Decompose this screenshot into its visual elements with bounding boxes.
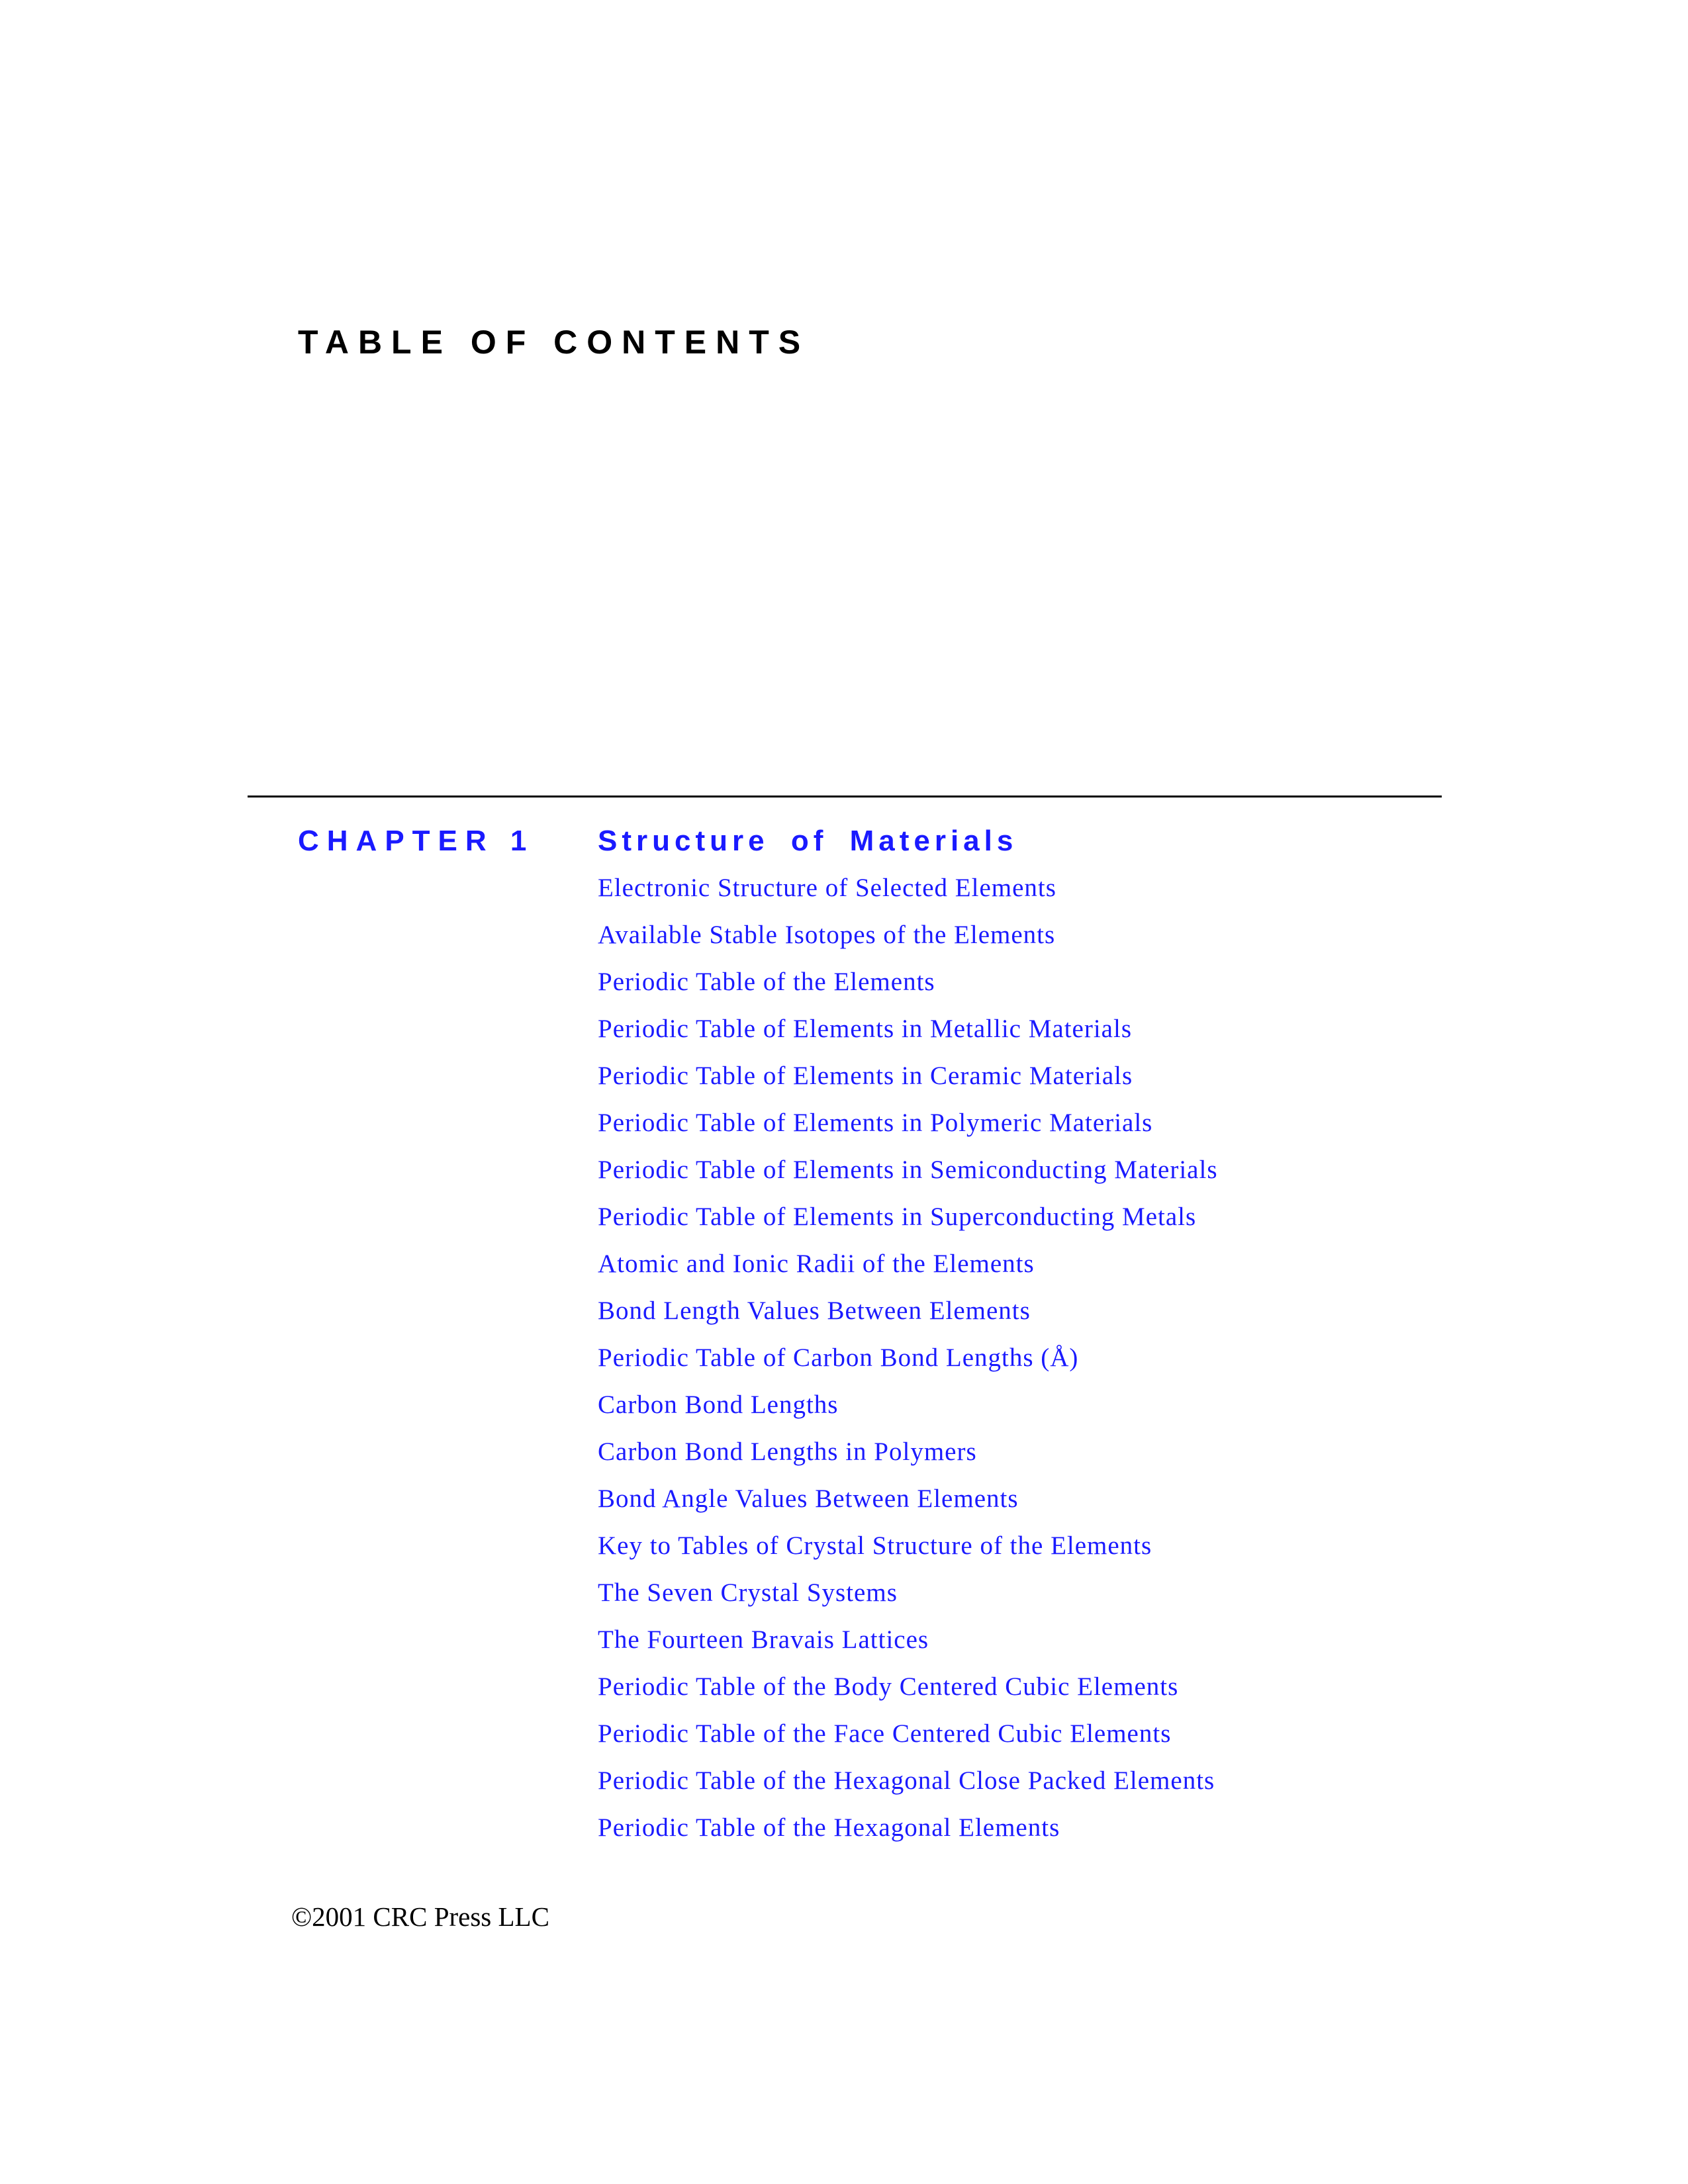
chapter-label[interactable]: CHAPTER 1	[298, 825, 535, 857]
toc-entry-link[interactable]: Bond Length Values Between Elements	[598, 1297, 1031, 1325]
toc-entry-list	[598, 868, 1218, 1855]
toc-entry-link[interactable]: Periodic Table of the Hexagonal Elements	[598, 1813, 1060, 1842]
toc-entry-link[interactable]: Electronic Structure of Selected Elements	[598, 874, 1056, 902]
toc-entry-link[interactable]: Carbon Bond Lengths in Polymers	[598, 1437, 977, 1466]
chapter-title[interactable]: Structure of Materials	[598, 825, 1018, 857]
toc-entry-link[interactable]: Periodic Table of the Face Centered Cubic Elements	[598, 1719, 1172, 1748]
section-divider	[248, 796, 1442, 797]
toc-entry-link[interactable]: Periodic Table of Elements in Semiconducting Materials	[598, 1156, 1218, 1184]
toc-entry-link[interactable]: Periodic Table of Carbon Bond Lengths (Å)	[598, 1343, 1079, 1372]
toc-entry-link[interactable]: The Seven Crystal Systems	[598, 1578, 898, 1607]
toc-entry-link[interactable]: Bond Angle Values Between Elements	[598, 1484, 1019, 1513]
page-title: TABLE OF CONTENTS	[298, 324, 810, 361]
toc-entry-link[interactable]: Periodic Table of Elements in Metallic Materials	[598, 1015, 1132, 1043]
toc-entry-link[interactable]: Available Stable Isotopes of the Elements	[598, 921, 1056, 949]
toc-entry-link[interactable]: The Fourteen Bravais Lattices	[598, 1625, 929, 1654]
toc-entry-link[interactable]: Periodic Table of Elements in Ceramic Materials	[598, 1062, 1133, 1090]
toc-entry-link[interactable]: Periodic Table of Elements in Superconducting Metals	[598, 1203, 1197, 1231]
toc-entry-link[interactable]: Periodic Table of the Body Centered Cubic Elements	[598, 1672, 1179, 1701]
toc-entry-link[interactable]: Periodic Table of the Elements	[598, 968, 935, 996]
toc-entry-link[interactable]: Atomic and Ionic Radii of the Elements	[598, 1250, 1035, 1278]
toc-entry-link[interactable]: Periodic Table of Elements in Polymeric Materials	[598, 1109, 1153, 1137]
toc-entry-link[interactable]: Key to Tables of Crystal Structure of the Elements	[598, 1531, 1152, 1560]
toc-entry-link[interactable]: Periodic Table of the Hexagonal Close Packed Elements	[598, 1766, 1215, 1795]
copyright-notice: ©2001 CRC Press LLC	[291, 1901, 549, 1932]
toc-entry-link[interactable]: Carbon Bond Lengths	[598, 1390, 839, 1419]
